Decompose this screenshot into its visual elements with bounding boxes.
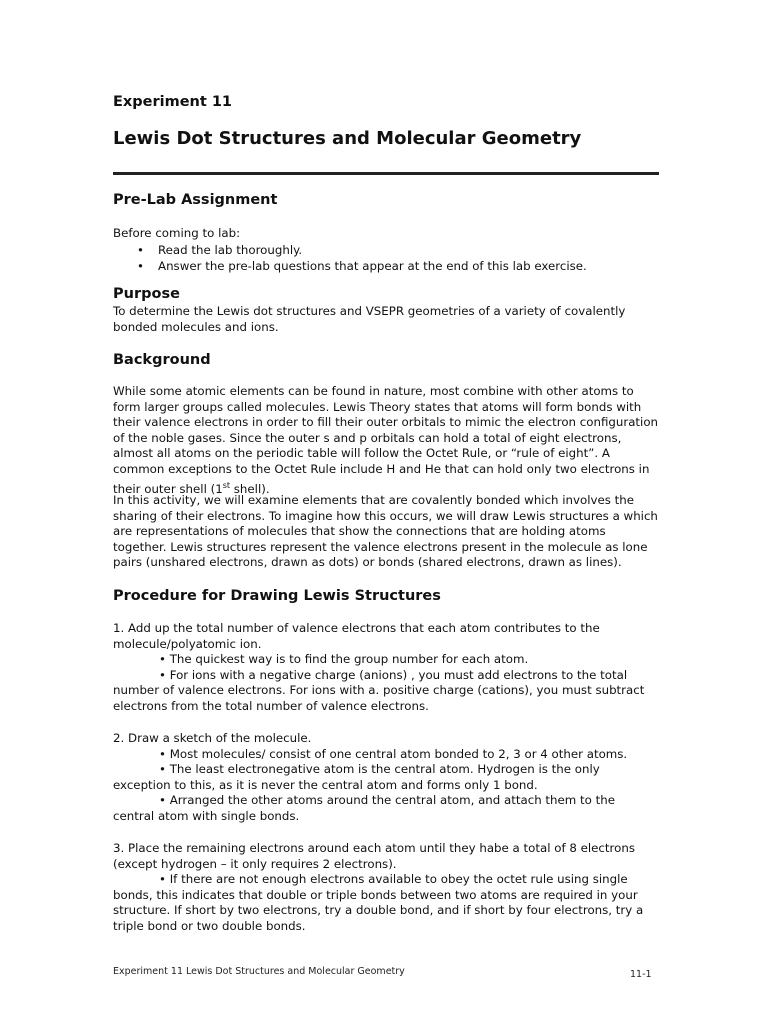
step-1-main: 1. Add up the total number of valence electrons that each atom contributes to the molecule/polyatomic ion.	[113, 621, 600, 651]
background-heading: Background	[113, 352, 211, 368]
prelab-section	[113, 226, 659, 275]
footer-title: Experiment 11 Lewis Dot Structures and Molecular Geometry	[113, 966, 405, 977]
step-2-bullet-3: • Arranged the other atoms around the central atom, and attach them to the central atom with single bonds.	[113, 793, 615, 823]
page-number: 11-1	[630, 969, 652, 980]
prelab-intro: Before coming to lab:	[113, 226, 241, 240]
background-p1-tail: shell).	[230, 481, 270, 496]
prelab-item: • Read the lab thoroughly.	[113, 243, 659, 259]
purpose-heading: Purpose	[113, 286, 180, 302]
step-2-bullet-1: • Most molecules/ consist of one central atom bonded to 2, 3 or 4 other atoms.	[159, 746, 628, 761]
step-3-bullet-1: • If there are not enough electrons available to obey the octet rule using single bonds, this indicates that double or triple bonds between two atoms are required in your structure. If short by two electrons, try a double bond, and if short by four electrons, try a triple bond or two double bonds.	[113, 872, 644, 933]
prelab-item: • Answer the pre-lab questions that appear at the end of this lab exercise.	[113, 259, 659, 275]
procedure-step-3	[113, 841, 659, 935]
prelab-heading: Pre-Lab Assignment	[113, 192, 278, 208]
step-3-main: 3. Place the remaining electrons around each atom until they habe a total of 8 electrons (except hydrogen – it only requires 2 electrons).	[113, 841, 635, 871]
prelab-list	[113, 243, 659, 275]
procedure-step-1	[113, 621, 659, 715]
background-paragraph-2: In this activity, we will examine elements that are covalently bonded which involves the sharing of their electrons. To imagine how this occurs, we will draw Lewis structures a which are representations of molecules that show the connections that are holding atoms together. Lewis structures represent the valence electrons present in the molecule as lone pairs (unshared electrons, drawn as dots) or bonds (shared electrons, drawn as lines).	[113, 493, 658, 570]
procedure-heading: Procedure for Drawing Lewis Structures	[113, 588, 441, 604]
page-title: Lewis Dot Structures and Molecular Geometry	[113, 128, 582, 149]
step-1-bullet-1: • The quickest way is to find the group number for each atom.	[159, 652, 529, 667]
step-2-bullet-2: • The least electronegative atom is the central atom. Hydrogen is the only exception to this, as it is never the central atom and forms only 1 bond.	[113, 762, 600, 792]
background-paragraph-1	[113, 384, 659, 497]
title-divider	[113, 172, 659, 175]
purpose-text: To determine the Lewis dot structures and VSEPR geometries of a variety of covalently bonded molecules and ions.	[113, 304, 626, 334]
background-p1-text: While some atomic elements can be found in nature, most combine with other atoms to form larger groups called molecules. Lewis Theory states that atoms will form bonds with their valence electrons in order to fill their outer orbitals to mimic the electron configuration of the noble gases. Since the outer s and p orbitals can hold a total of eight electrons, almost all atoms on the periodic table will follow the Octet Rule, or “rule of eight”. A common exceptions to the Octet Rule include H and He that can hold only two electrons in their outer shell (1	[113, 384, 659, 496]
experiment-label: Experiment 11	[113, 94, 233, 110]
step-1-bullet-2: • For ions with a negative charge (anions) , you must add electrons to the total number of valence electrons. For ions with a. positive charge (cations), you must subtract electrons from the total number of valence electrons.	[113, 667, 645, 713]
background-p1-superscript: st	[222, 480, 231, 490]
procedure-step-2	[113, 731, 659, 825]
step-2-main: 2. Draw a sketch of the molecule.	[113, 731, 312, 745]
